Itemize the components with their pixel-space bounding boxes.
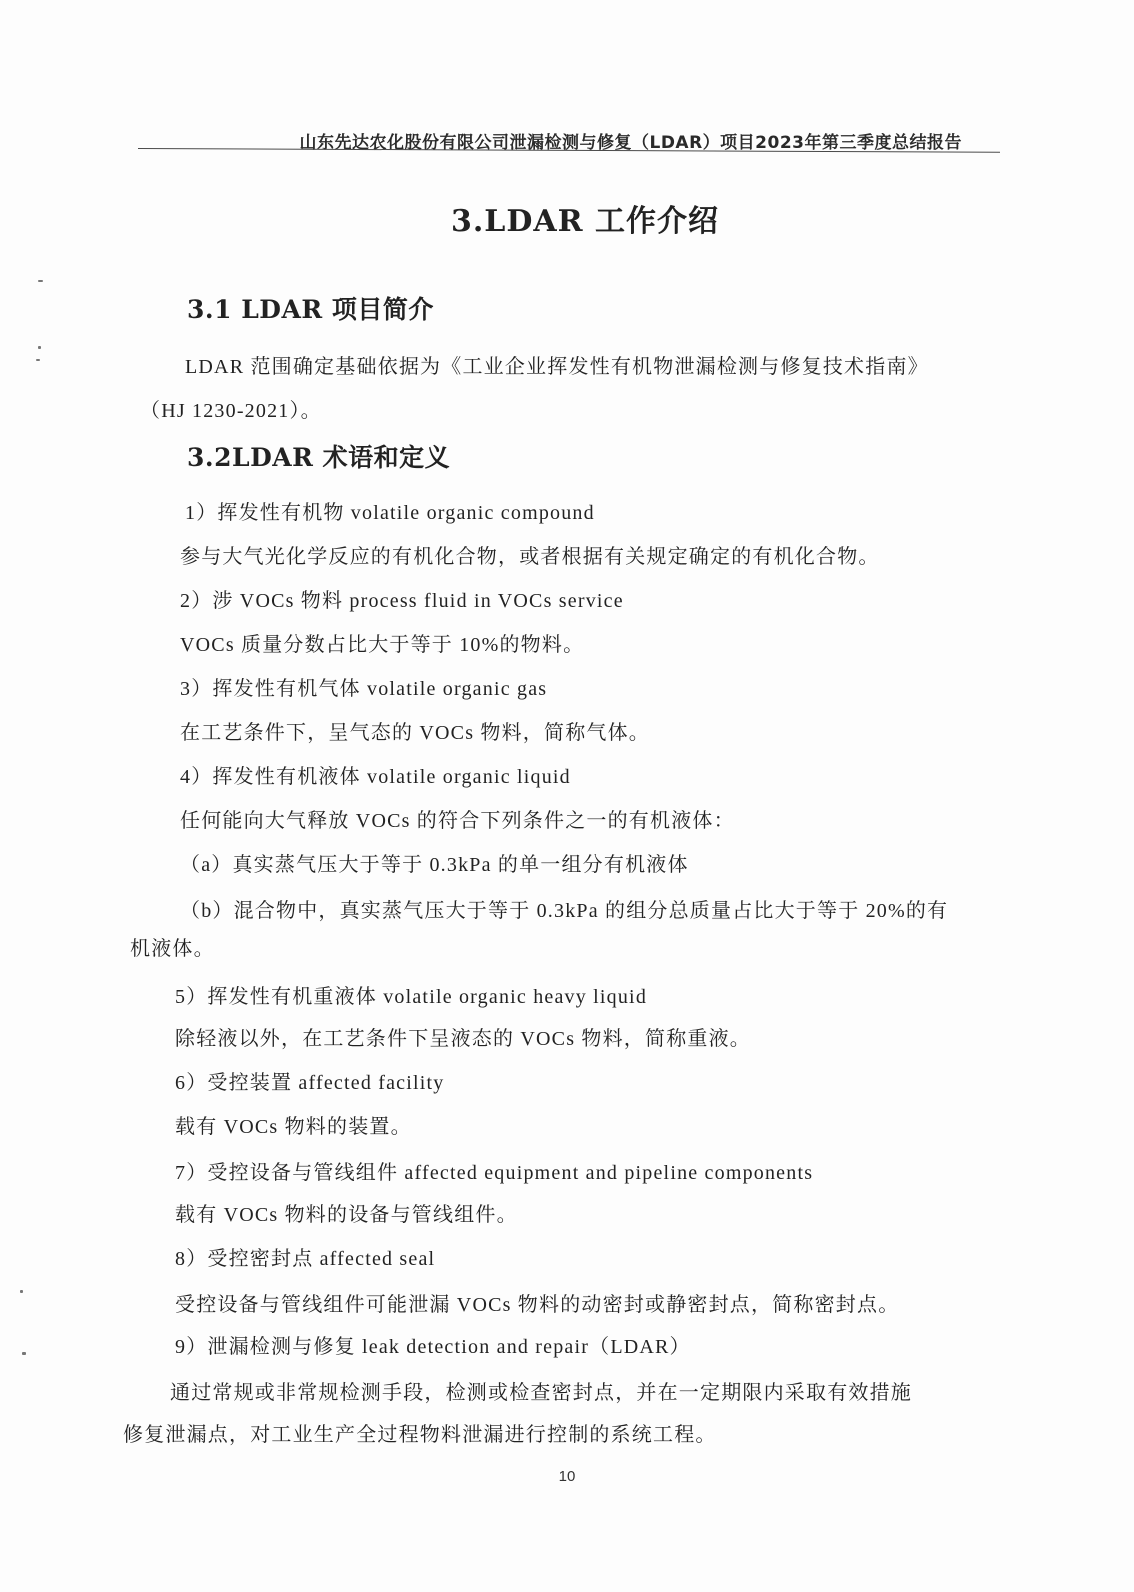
- definition-text: （a）真实蒸气压大于等于 0.3kPa 的单一组分有机液体: [180, 854, 689, 876]
- definition-term: 4）挥发性有机液体 volatile organic liquid: [180, 766, 571, 788]
- running-header: 山东先达农化股份有限公司泄漏检测与修复（LDAR）项目2023年第三季度总结报告: [299, 133, 962, 153]
- definition-text: 受控设备与管线组件可能泄漏 VOCs 物料的动密封或静密封点，简称密封点。: [175, 1294, 900, 1316]
- scan-artifact: [20, 1290, 23, 1293]
- definition-term: 1）挥发性有机物 volatile organic compound: [185, 502, 595, 524]
- definition-text: 在工艺条件下，呈气态的 VOCs 物料，简称气体。: [180, 722, 651, 744]
- definition-text: 载有 VOCs 物料的装置。: [175, 1116, 412, 1138]
- page-number: 10: [558, 1468, 576, 1485]
- definition-term: 3）挥发性有机气体 volatile organic gas: [180, 678, 548, 700]
- definition-term: 6）受控装置 affected facility: [175, 1072, 445, 1094]
- definition-term: 5）挥发性有机重液体 volatile organic heavy liquid: [175, 986, 648, 1008]
- definition-text: 载有 VOCs 物料的设备与管线组件。: [175, 1204, 518, 1226]
- definition-term: 7）受控设备与管线组件 affected equipment and pipeline components: [175, 1162, 814, 1184]
- definition-text: VOCs 质量分数占比大于等于 10%的物料。: [180, 634, 585, 656]
- scan-artifact: [38, 346, 41, 349]
- definition-text: 除轻液以外，在工艺条件下呈液态的 VOCs 物料，简称重液。: [175, 1028, 752, 1050]
- definition-term: 9）泄漏检测与修复 leak detection and repair（LDAR）: [175, 1336, 691, 1358]
- definition-text: 任何能向大气释放 VOCs 的符合下列条件之一的有机液体：: [180, 810, 735, 832]
- paragraph-line: LDAR 范围确定基础依据为《工业企业挥发性有机物泄漏检测与修复技术指南》: [185, 356, 929, 378]
- definition-term: 8）受控密封点 affected seal: [175, 1248, 436, 1270]
- definition-text: 机液体。: [130, 938, 215, 960]
- scan-artifact: [38, 280, 43, 282]
- scan-artifact: [22, 1352, 26, 1355]
- scan-artifact: [36, 359, 40, 361]
- paragraph-line: （HJ 1230-2021）。: [140, 400, 322, 422]
- chapter-title: 3.LDAR 工作介绍: [450, 204, 720, 239]
- section-title-3-1: 3.1 LDAR 项目简介: [187, 295, 434, 324]
- definition-term: 2）涉 VOCs 物料 process fluid in VOCs service: [180, 590, 624, 612]
- definition-text: 参与大气光化学反应的有机化合物，或者根据有关规定确定的有机化合物。: [180, 546, 880, 568]
- definition-text: 修复泄漏点，对工业生产全过程物料泄漏进行控制的系统工程。: [123, 1424, 717, 1446]
- section-title-3-2: 3.2LDAR 术语和定义: [187, 443, 451, 472]
- definition-text: （b）混合物中，真实蒸气压大于等于 0.3kPa 的组分总质量占比大于等于 20%的有: [180, 900, 949, 922]
- definition-text: 通过常规或非常规检测手段，检测或检查密封点，并在一定期限内采取有效措施: [170, 1382, 912, 1404]
